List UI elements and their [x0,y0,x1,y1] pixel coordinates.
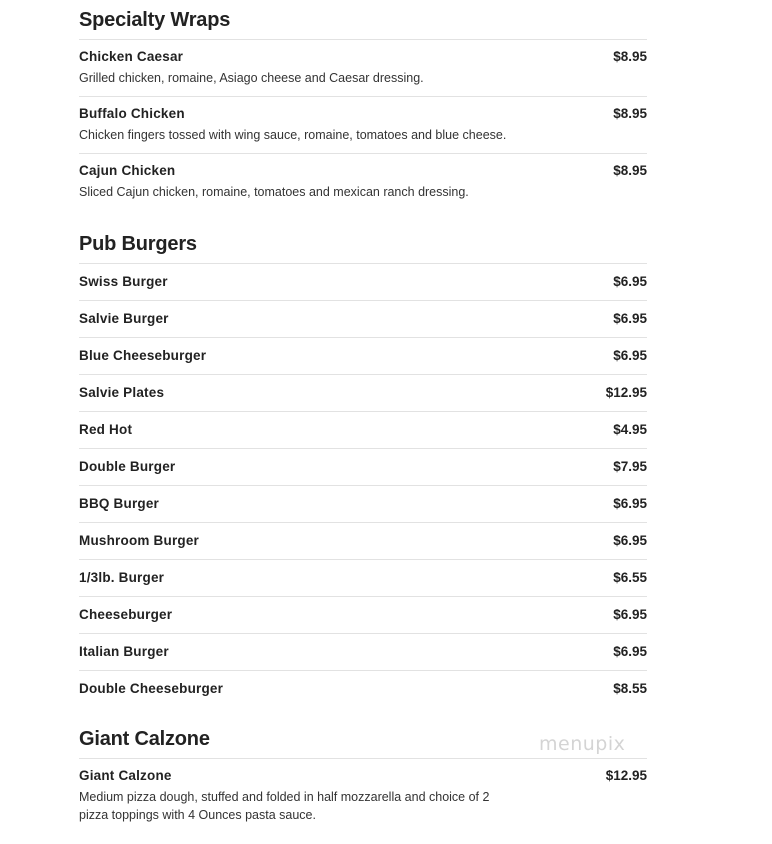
item-description: Medium pizza dough, stuffed and folded in half mozzarella and choice of 2 pizza toppings with 4 Ounces pasta sauce. [79,790,490,822]
item-name: Italian Burger [79,644,169,659]
item-price: $4.95 [613,422,647,437]
item-price: $12.95 [605,768,647,783]
item-name: Double Cheeseburger [79,681,224,696]
item-price: $6.95 [613,496,647,511]
item-price: $6.95 [613,644,647,659]
menu [79,0,647,844]
item-name: Mushroom Burger [79,533,200,548]
item-price: $8.95 [613,106,647,121]
item-name: Cheeseburger [79,607,173,622]
item-name: 1/3lb. Burger [79,570,165,585]
item-description: Grilled chicken, romaine, Asiago cheese and Caesar dressing. [79,71,424,85]
menu-item [79,40,647,97]
item-list [79,263,647,708]
item-name: Swiss Burger [79,274,168,289]
item-price: $8.95 [613,163,647,178]
item-name: Salvie Burger [79,311,169,326]
item-name: Cajun Chicken [79,163,176,178]
menu-item [79,264,647,301]
item-list [79,39,647,210]
item-name: Blue Cheeseburger [79,348,207,363]
item-price: $7.95 [613,459,647,474]
item-price: $6.95 [613,348,647,363]
item-price: $6.95 [613,607,647,622]
item-name: Salvie Plates [79,385,165,400]
item-price: $12.95 [605,385,647,400]
item-price: $8.55 [613,681,647,696]
menu-item [79,412,647,449]
menu-item [79,154,647,210]
menu-item [79,523,647,560]
menu-item [79,560,647,597]
menu-item [79,97,647,154]
item-price: $8.95 [613,49,647,64]
item-name: Chicken Caesar [79,49,184,64]
item-name: Buffalo Chicken [79,106,185,121]
menu-item [79,597,647,634]
section-title: Pub Burgers [79,233,197,255]
menu-item [79,338,647,375]
item-name: Double Burger [79,459,176,474]
watermark-logo: menupix [539,733,626,755]
item-description: Chicken fingers tossed with wing sauce, romaine, tomatoes and blue cheese. [79,128,507,142]
menu-item [79,634,647,671]
menu-item [79,449,647,486]
item-name: Red Hot [79,422,133,437]
section-specialty-wraps [79,8,647,210]
item-list [79,758,647,830]
section-title: Giant Calzone [79,728,210,750]
menu-item [79,301,647,338]
item-price: $6.95 [613,533,647,548]
item-name: Giant Calzone [79,768,172,783]
item-name: BBQ Burger [79,496,160,511]
item-description: Sliced Cajun chicken, romaine, tomatoes and mexican ranch dressing. [79,185,469,199]
menu-item [79,375,647,412]
item-price: $6.95 [613,274,647,289]
section-pub-burgers [79,232,647,708]
section-title: Specialty Wraps [79,9,231,31]
menu-item [79,671,647,708]
item-price: $6.55 [613,570,647,585]
menu-item [79,486,647,523]
item-price: $6.95 [613,311,647,326]
menu-item [79,759,647,830]
